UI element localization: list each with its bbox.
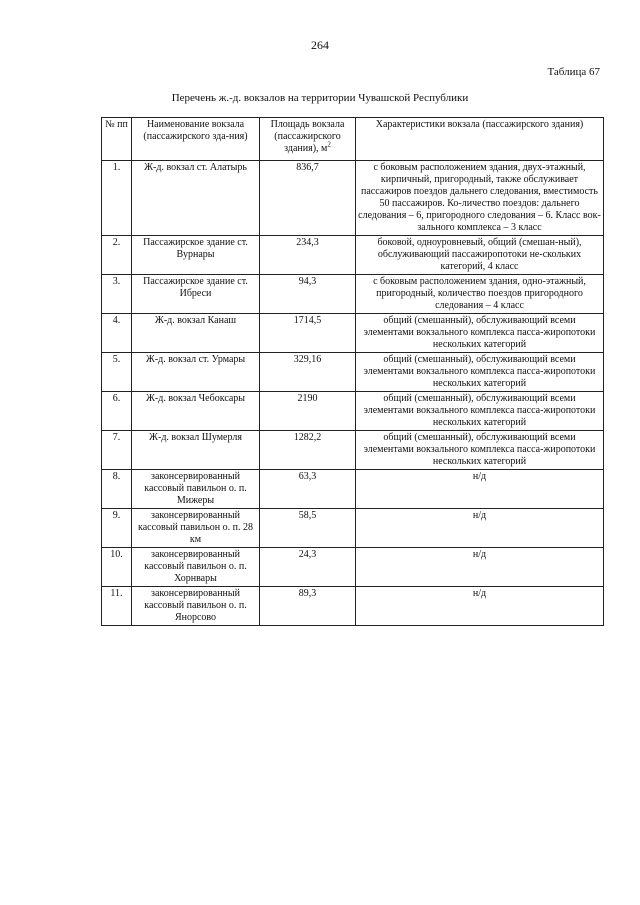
- table-row: [102, 587, 604, 626]
- header-num: № пп: [102, 118, 132, 161]
- cell-characteristics: с боковым расположением здания, двух-этажный, кирпичный, пригородный, также обслуживает пассажиров поездов дальнего следования, вместимость 50 пассажиров. Ко-личество поездов: дальнего следования – 6, пригородного следования – 6. Класс вок-зального комплекса – 3 класс: [356, 161, 604, 236]
- cell-num: 7.: [102, 431, 132, 470]
- header-area-sup: 2: [327, 140, 331, 149]
- cell-num: 1.: [102, 161, 132, 236]
- cell-characteristics: н/д: [356, 548, 604, 587]
- table-row: [102, 353, 604, 392]
- cell-num: 2.: [102, 236, 132, 275]
- cell-characteristics: общий (смешанный), обслуживающий всеми элементами вокзального комплекса пасса-жиропотоки нескольких категорий: [356, 353, 604, 392]
- cell-characteristics: общий (смешанный), обслуживающий всеми элементами вокзального комплекса пасса-жиропотоки нескольких категорий: [356, 392, 604, 431]
- cell-name: законсервированный кассовый павильон о. п. Хорнвары: [132, 548, 260, 587]
- cell-area: 329,16: [260, 353, 356, 392]
- cell-characteristics: общий (смешанный), обслуживающий всеми элементами вокзального комплекса пасса-жиропотоки нескольких категорий: [356, 431, 604, 470]
- table-header-row: [102, 118, 604, 161]
- header-name: Наименование вокзала (пассажирского зда-ния): [132, 118, 260, 161]
- cell-num: 3.: [102, 275, 132, 314]
- cell-name: Пассажирское здание ст. Ибреси: [132, 275, 260, 314]
- cell-name: законсервированный кассовый павильон о. п. Янорсово: [132, 587, 260, 626]
- header-characteristics: Характеристики вокзала (пассажирского здания): [356, 118, 604, 161]
- table-row: [102, 548, 604, 587]
- cell-characteristics: боковой, одноуровневый, общий (смешан-ный), обслуживающий пассажиропотоки не-скольких категорий, 4 класс: [356, 236, 604, 275]
- cell-name: Ж-д. вокзал Чебоксары: [132, 392, 260, 431]
- cell-name: Ж-д. вокзал ст. Алатырь: [132, 161, 260, 236]
- cell-num: 8.: [102, 470, 132, 509]
- cell-num: 6.: [102, 392, 132, 431]
- cell-name: Ж-д. вокзал ст. Урмары: [132, 353, 260, 392]
- table-row: [102, 314, 604, 353]
- cell-characteristics: общий (смешанный), обслуживающий всеми элементами вокзального комплекса пасса-жиропотоки нескольких категорий: [356, 314, 604, 353]
- table-row: [102, 275, 604, 314]
- cell-num: 5.: [102, 353, 132, 392]
- cell-area: 1282,2: [260, 431, 356, 470]
- cell-num: 4.: [102, 314, 132, 353]
- cell-area: 234,3: [260, 236, 356, 275]
- table-row: [102, 392, 604, 431]
- table-row: [102, 509, 604, 548]
- cell-name: законсервированный кассовый павильон о. п. Мижеры: [132, 470, 260, 509]
- document-title: Перечень ж.-д. вокзалов на территории Чувашской Республики: [171, 92, 469, 104]
- table-label: Таблица 67: [547, 66, 600, 78]
- table-row: [102, 470, 604, 509]
- cell-area: 58,5: [260, 509, 356, 548]
- cell-num: 11.: [102, 587, 132, 626]
- cell-characteristics: н/д: [356, 509, 604, 548]
- cell-name: законсервированный кассовый павильон о. п. 28 км: [132, 509, 260, 548]
- cell-area: 24,3: [260, 548, 356, 587]
- cell-num: 10.: [102, 548, 132, 587]
- table-row: [102, 431, 604, 470]
- cell-area: 94,3: [260, 275, 356, 314]
- cell-characteristics: н/д: [356, 470, 604, 509]
- cell-characteristics: н/д: [356, 587, 604, 626]
- cell-name: Ж-д. вокзал Шумерля: [132, 431, 260, 470]
- cell-area: 1714,5: [260, 314, 356, 353]
- cell-num: 9.: [102, 509, 132, 548]
- cell-area: 63,3: [260, 470, 356, 509]
- cell-characteristics: с боковым расположением здания, одно-этажный, пригородный, количество поездов пригородного следования – 4 класс: [356, 275, 604, 314]
- cell-area: 836,7: [260, 161, 356, 236]
- stations-table: [101, 117, 604, 626]
- cell-name: Ж-д. вокзал Канаш: [132, 314, 260, 353]
- cell-name: Пассажирское здание ст. Вурнары: [132, 236, 260, 275]
- table-row: [102, 161, 604, 236]
- header-area-text: Площадь вокзала (пассажирского здания), м: [270, 119, 345, 154]
- cell-area: 2190: [260, 392, 356, 431]
- header-area: [260, 118, 356, 161]
- cell-area: 89,3: [260, 587, 356, 626]
- page-number: 264: [311, 38, 329, 52]
- table-row: [102, 236, 604, 275]
